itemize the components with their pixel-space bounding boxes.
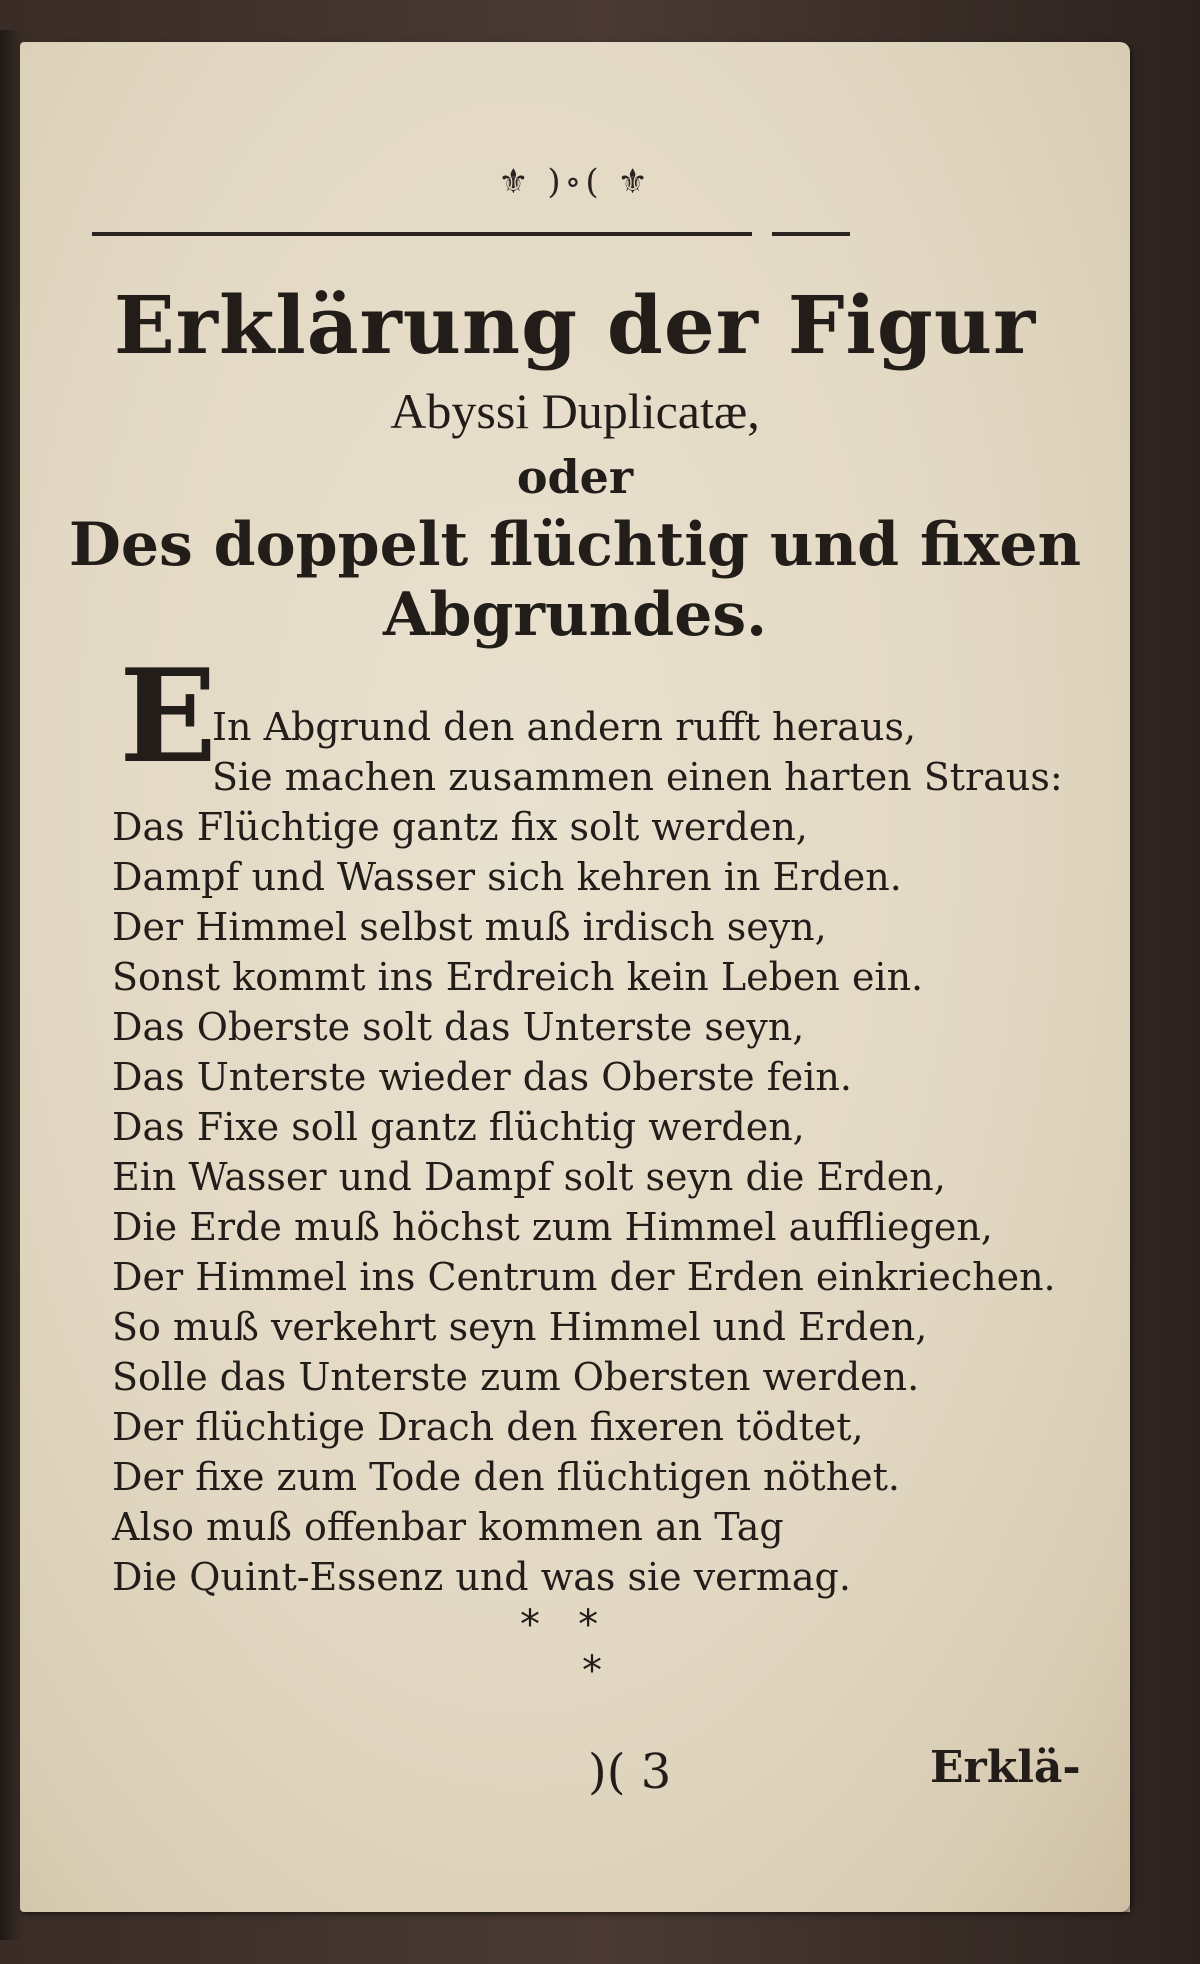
poem-line: Also muß offenbar kommen an Tag bbox=[112, 1505, 784, 1549]
poem-line: Sie machen zusammen einen harten Straus: bbox=[212, 755, 1063, 799]
title-line-2: Abyssi Duplicatæ, bbox=[390, 383, 760, 439]
asterism-bottom: * bbox=[582, 1648, 602, 1694]
header-rule bbox=[92, 232, 752, 236]
poem-line: Sonst kommt ins Erdreich kein Leben ein. bbox=[112, 955, 924, 999]
header-rule-short bbox=[772, 232, 850, 236]
poem-line: Der flüchtige Drach den fixeren tödtet, bbox=[112, 1405, 864, 1449]
poem-line: Das Oberste solt das Unterste seyn, bbox=[112, 1005, 805, 1049]
poem-line: So muß verkehrt seyn Himmel und Erden, bbox=[112, 1305, 928, 1349]
poem-line: Die Quint-Essenz und was sie vermag. bbox=[112, 1555, 851, 1599]
asterism-top: * * bbox=[520, 1602, 599, 1648]
poem-line: Ein Wasser und Dampf solt seyn die Erden, bbox=[112, 1155, 946, 1199]
book-spine bbox=[0, 30, 22, 1940]
poem-line: Dampf und Wasser sich kehren in Erden. bbox=[112, 855, 902, 899]
poem-line: Der Himmel ins Centrum der Erden einkriechen. bbox=[112, 1255, 1056, 1299]
poem-line: Solle das Unterste zum Obersten werden. bbox=[112, 1355, 920, 1399]
title-line-5: Abgrundes. bbox=[382, 580, 768, 650]
poem-line: In Abgrund den andern rufft heraus, bbox=[212, 705, 917, 749]
page bbox=[20, 42, 1130, 1912]
title-line-1: Erklärung der Figur bbox=[113, 278, 1037, 372]
poem-line: Der fixe zum Tode den flüchtigen nöthet. bbox=[112, 1455, 900, 1499]
title-line-4: Des doppelt flüchtig und fixen bbox=[68, 510, 1082, 580]
poem-line: Der Himmel selbst muß irdisch seyn, bbox=[112, 905, 827, 949]
catchword: Erklä- bbox=[930, 1742, 1081, 1793]
signature-mark: )( 3 bbox=[588, 1744, 672, 1800]
poem-line: Das Flüchtige gantz fix solt werden, bbox=[112, 805, 808, 849]
title-line-3: oder bbox=[516, 450, 634, 504]
drop-cap: E bbox=[119, 642, 217, 792]
poem-line: Das Unterste wieder das Oberste fein. bbox=[112, 1055, 852, 1099]
poem-line: Die Erde muß höchst zum Himmel auffliegen, bbox=[112, 1205, 993, 1249]
poem-line: Das Fixe soll gantz flüchtig werden, bbox=[112, 1105, 805, 1149]
header-ornament: ⚜ )∘( ⚜ bbox=[498, 162, 652, 202]
